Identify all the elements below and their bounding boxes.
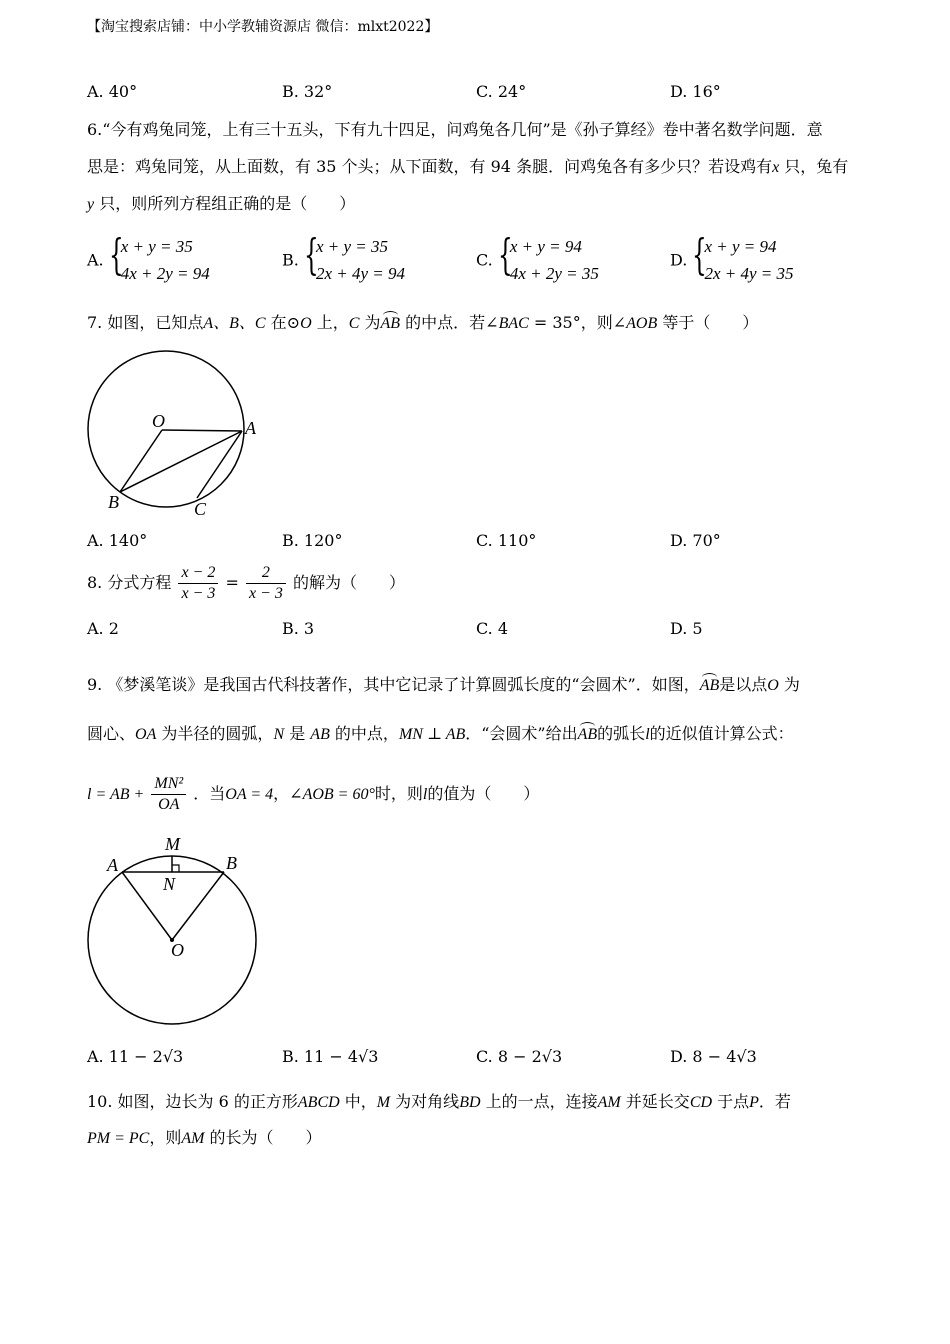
q9-label-m: M bbox=[165, 834, 180, 854]
page-header: 【淘宝搜索店铺：中小学教辅资源店 微信：mlxt2022】 bbox=[87, 19, 439, 35]
q9-label-a: A bbox=[107, 855, 118, 875]
q7-segment-ab bbox=[120, 431, 242, 492]
q8-option-a: A. 2 bbox=[87, 619, 119, 638]
q9-option-d: D. 8 − 4√3 bbox=[670, 1047, 757, 1066]
q7-segment-ob bbox=[120, 430, 162, 492]
q6-option-d: D. { x + y = 94 2x + 4y = 35 bbox=[670, 230, 794, 283]
q6-option-a: A. { x + y = 35 4x + 2y = 94 bbox=[87, 230, 210, 283]
q7-label-o: O bbox=[152, 411, 165, 431]
q9-circle-diagram bbox=[80, 830, 270, 1030]
q9-line2: 圆心、OA 为半径的圆弧，N 是 AB 的中点，MN ⊥ AB．“会圆术”给出AB的弧长l的近似值计算公式： bbox=[87, 724, 794, 743]
q8-option-c: C. 4 bbox=[476, 619, 509, 638]
q8-stem: 8. 分式方程 $\frac{x - 2}{x - 3}$ = $\frac{2}{x - 3}$ 的解为（ ） bbox=[87, 564, 405, 602]
q6-option-c: C. { x + y = 94 4x + 2y = 35 bbox=[476, 230, 599, 283]
q9-option-a: A. 11 − 2√3 bbox=[87, 1047, 184, 1066]
q9-right-angle-mark bbox=[172, 865, 179, 872]
q6-line1: 6.“今有鸡兔同笼，上有三十五头，下有九十四足，问鸡兔各几何”是《孙子算经》卷中著名数学问题．意 bbox=[87, 120, 823, 139]
q8-option-d: D. 5 bbox=[670, 619, 703, 638]
q8-option-b: B. 3 bbox=[282, 619, 315, 638]
q5-option-a: A. 40° bbox=[87, 82, 138, 101]
q5-option-b: B. 32° bbox=[282, 82, 333, 101]
q6-option-b: B. { x + y = 35 2x + 4y = 94 bbox=[282, 230, 405, 283]
q7-stem: 7. 如图，已知点A、B、C 在⊙O 上，C 为AB 的中点．若∠BAC = 35°，则∠AOB 等于（ ） bbox=[87, 313, 759, 332]
q9-label-o: O bbox=[171, 940, 184, 960]
q6-line3: y 只，则所列方程组正确的是（ ） bbox=[87, 194, 356, 213]
q8-fraction-right: $\frac{2}{x - 3}$ bbox=[246, 563, 286, 604]
q7-circle-diagram bbox=[80, 345, 270, 525]
q9-label-b: B bbox=[226, 853, 237, 873]
q9-formula-fraction: $\frac{\text{MN²}}{OA}$ bbox=[151, 774, 186, 815]
q7-label-c: C bbox=[194, 499, 207, 519]
q8-fraction-left: $\frac{x - 2}{x - 3}$ bbox=[178, 563, 218, 604]
q7-option-c: C. 110° bbox=[476, 531, 537, 550]
q9-option-c: C. 8 − 2√3 bbox=[476, 1047, 563, 1066]
q7-option-b: B. 120° bbox=[282, 531, 343, 550]
q7-label-a: A bbox=[245, 418, 256, 438]
q10-line2: PM = PC，则AM 的长为（ ） bbox=[87, 1128, 322, 1147]
q7-option-d: D. 70° bbox=[670, 531, 721, 550]
q5-option-d: D. 16° bbox=[670, 82, 721, 101]
q9-label-n: N bbox=[163, 874, 176, 894]
q10-line1: 10. 如图，边长为 6 的正方形ABCD 中，M 为对角线BD 上的一点，连接AM 并延长交CD 于点P．若 bbox=[87, 1092, 791, 1111]
q6-line2: 思是：鸡兔同笼，从上面数，有 35 个头；从下面数，有 94 条腿．问鸡兔各有多少只？若设鸡有x 只，兔有 bbox=[87, 157, 849, 176]
q9-line3: l = AB + $\frac{\text{MN²}}{OA}$ ．当OA = 4，∠AOB = 60°时，则l的值为（ ） bbox=[87, 775, 540, 813]
q7-circle bbox=[88, 351, 244, 507]
q7-segment-oa bbox=[162, 430, 242, 431]
q7-option-a: A. 140° bbox=[87, 531, 148, 550]
q7-label-b: B bbox=[108, 492, 119, 512]
q9-option-b: B. 11 − 4√3 bbox=[282, 1047, 379, 1066]
q9-line1: 9. 《梦溪笔谈》是我国古代科技著作，其中它记录了计算圆弧长度的“会圆术”．如图，AB是以点O 为 bbox=[87, 675, 800, 694]
q9-segment-ob bbox=[172, 872, 224, 940]
q5-option-c: C. 24° bbox=[476, 82, 527, 101]
